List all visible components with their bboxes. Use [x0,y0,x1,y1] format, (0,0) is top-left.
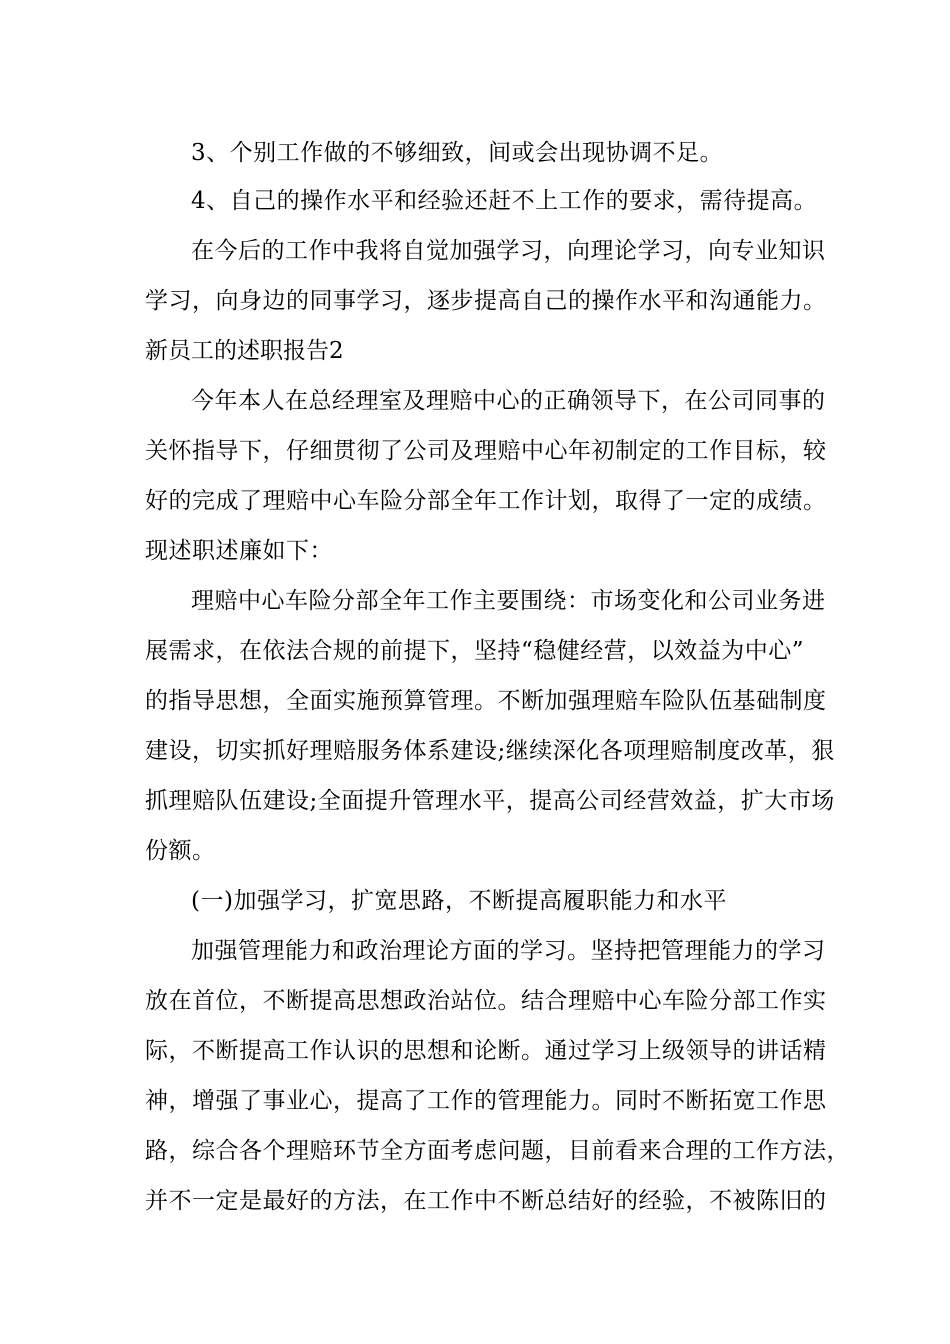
paragraph-line: 建设，切实抓好理赔服务体系建设;继续深化各项理赔制度改革，狠 [145,738,835,764]
paragraph-line: 4、自己的操作水平和经验还赶不上工作的要求，需待提高。 [191,188,818,214]
paragraph-line: 理赔中心车险分部全年工作主要围绕：市场变化和公司业务进 [191,588,826,614]
section-heading: 新员工的述职报告2 [145,338,344,364]
paragraph-line: 际，不断提高工作认识的思想和论断。通过学习上级领导的讲话精 [145,1038,827,1064]
paragraph-line: 3、个别工作做的不够细致，间或会出现协调不足。 [191,140,724,166]
paragraph-line: 放在首位，不断提高思想政治站位。结合理赔中心车险分部工作实 [145,988,827,1014]
paragraph-line: 抓理赔队伍建设;全面提升管理水平，提高公司经营效益，扩大市场 [145,788,835,814]
paragraph-line: 加强管理能力和政治理论方面的学习。坚持把管理能力的学习 [191,938,826,964]
paragraph-line: 好的完成了理赔中心车险分部全年工作计划，取得了一定的成绩。 [145,488,827,514]
paragraph-line: 的指导思想，全面实施预算管理。不断加强理赔车险队伍基础制度 [145,688,827,714]
paragraph-line: 今年本人在总经理室及理赔中心的正确领导下，在公司同事的 [191,388,826,414]
paragraph-line: 路，综合各个理赔环节全方面考虑问题，目前看来合理的工作方法， [145,1138,850,1164]
paragraph-line: 学习，向身边的同事学习，逐步提高自己的操作水平和沟通能力。 [145,288,827,314]
paragraph-line: 现述职述廉如下： [145,538,333,564]
paragraph-line: 关怀指导下，仔细贯彻了公司及理赔中心年初制定的工作目标，较 [145,438,827,464]
paragraph-line: 并不一定是最好的方法，在工作中不断总结好的经验，不被陈旧的 [145,1188,827,1214]
paragraph-line: 展需求，在依法合规的前提下，坚持“稳健经营，以效益为中心” [145,638,805,664]
paragraph-line: 份额。 [145,838,216,864]
paragraph-line: 神，增强了事业心，提高了工作的管理能力。同时不断拓宽工作思 [145,1088,827,1114]
subsection-heading: (一)加强学习，扩宽思路，不断提高履职能力和水平 [191,888,727,914]
paragraph-line: 在今后的工作中我将自觉加强学习，向理论学习，向专业知识 [191,238,826,264]
